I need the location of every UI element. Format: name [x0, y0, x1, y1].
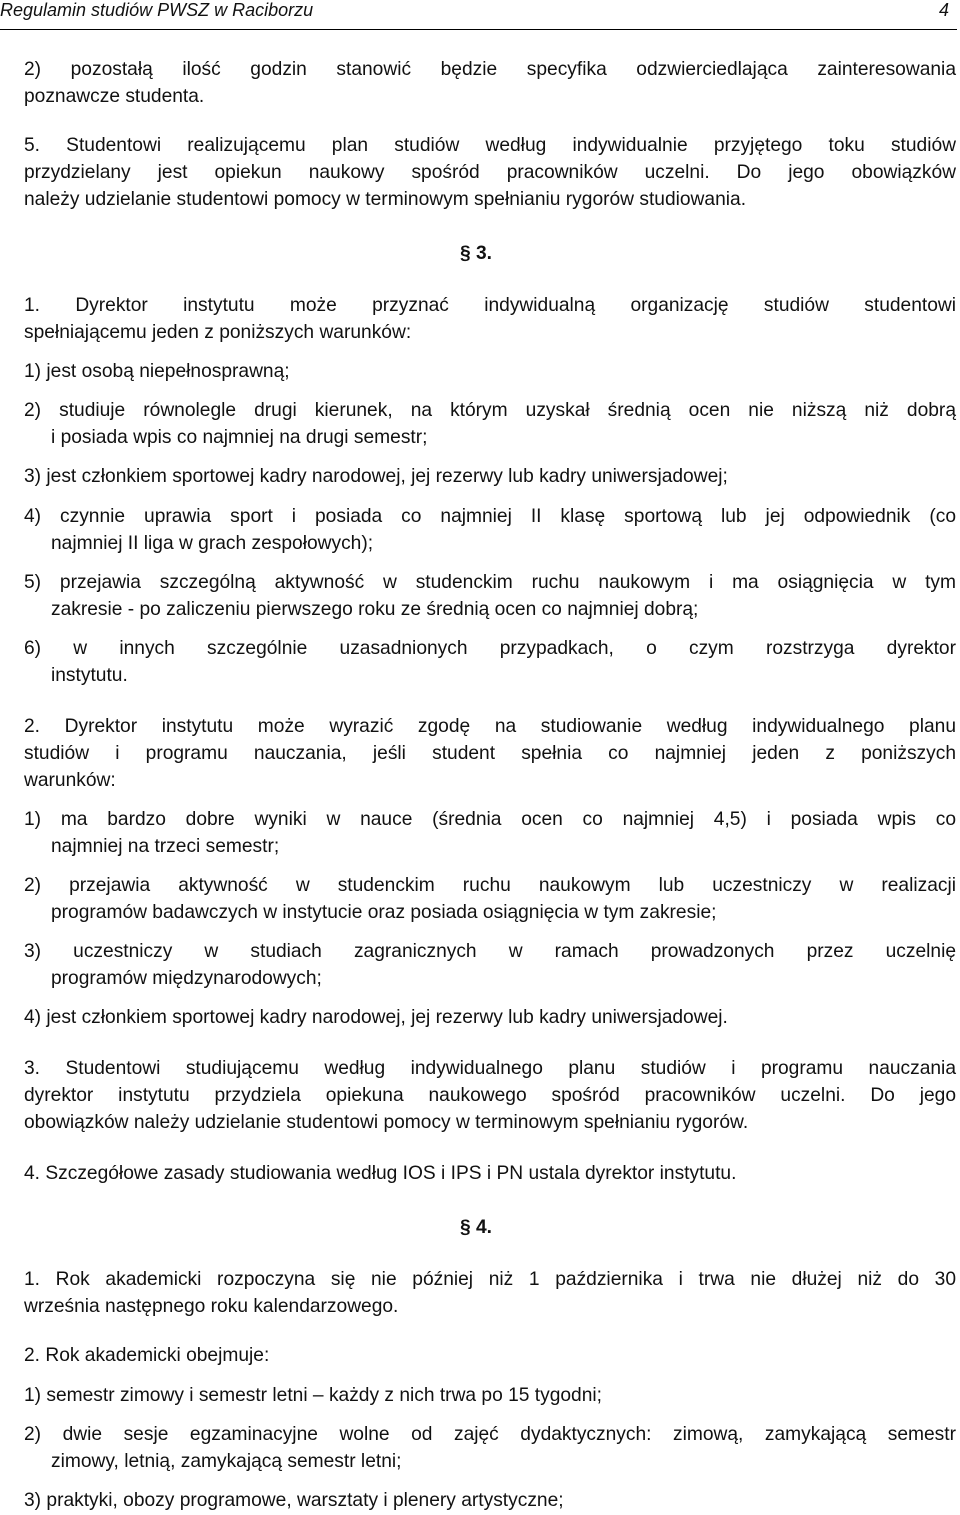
page-header — [0, 0, 957, 30]
list-item: 4) jest członkiem sportowej kadry narodowej, jej rezerwy lub kadry uniwersjadowej. — [24, 1007, 728, 1028]
paragraph-line: 2) pozostałą ilość godzin stanowić będzie specyfika odzwierciedlająca zainteresowania — [24, 59, 956, 80]
paragraph-line: 5. Studentowi realizującemu plan studiów według indywidualnie przyjętego toku studiów — [24, 135, 956, 156]
paragraph-line: warunków: — [24, 770, 116, 791]
paragraph-line: 1. Dyrektor instytutu może przyznać indywidualną organizację studiów studentowi — [24, 295, 956, 316]
header-title: Regulamin studiów PWSZ w Raciborzu — [0, 0, 314, 20]
paragraph-line: 3. Studentowi studiującemu według indywidualnego planu studiów i programu nauczania — [24, 1058, 956, 1079]
paragraph-line: dyrektor instytutu przydziela opiekuna naukowego spośród pracowników uczelni. Do jego — [24, 1085, 956, 1106]
page-number: 4 — [938, 0, 949, 20]
list-item-continuation: najmniej II liga w grach zespołowych); — [51, 533, 374, 554]
list-item: 1) semestr zimowy i semestr letni – każdy z nich trwa po 15 tygodni; — [24, 1385, 602, 1406]
list-item: 3) uczestniczy w studiach zagranicznych w ramach prowadzonych przez uczelnię — [24, 941, 956, 962]
paragraph-line: 2. Dyrektor instytutu może wyrazić zgodę na studiowanie według indywidualnego planu — [24, 716, 956, 737]
paragraph-line: obowiązków należy udzielanie studentowi pomocy w terminowym spełnianiu rygorów. — [24, 1112, 749, 1133]
list-item-continuation: zakresie - po zaliczeniu pierwszego roku ze średnią ocen co najmniej dobrą; — [51, 599, 699, 620]
list-item-continuation: najmniej na trzeci semestr; — [51, 836, 280, 857]
paragraph-line: spełniającemu jeden z poniższych warunków: — [24, 322, 412, 343]
list-item: 5) przejawia szczególną aktywność w studenckim ruchu naukowym i ma osiągnięcia w tym — [24, 572, 956, 593]
list-item: 1) jest osobą niepełnosprawną; — [24, 361, 290, 382]
paragraph-line: września następnego roku kalendarzowego. — [24, 1296, 399, 1317]
list-item: 4) czynnie uprawia sport i posiada co najmniej II klasę sportową lub jej odpowiednik (co — [24, 506, 956, 527]
paragraph-line: studiów i programu nauczania, jeśli student spełnia co najmniej jeden z poniższych — [24, 743, 956, 764]
list-item-continuation: programów badawczych w instytucie oraz posiada osiągnięcia w tym zakresie; — [51, 902, 717, 923]
section-heading-4: § 4. — [460, 1217, 493, 1238]
paragraph-line: przydzielany jest opiekun naukowy spośród pracowników uczelni. Do jego obowiązków — [24, 162, 956, 183]
list-item: 2) studiuje równolegle drugi kierunek, na którym uzyskał średnią ocen nie niższą niż dobrą — [24, 400, 956, 421]
paragraph-line: należy udzielanie studentowi pomocy w terminowym spełnianiu rygorów studiowania. — [24, 189, 747, 210]
list-item-continuation: programów międzynarodowych; — [51, 968, 322, 989]
section-heading-3: § 3. — [460, 243, 493, 264]
list-item: 2) dwie sesje egzaminacyjne wolne od zajęć dydaktycznych: zimową, zamykającą semestr — [24, 1424, 956, 1445]
list-item: 2) przejawia aktywność w studenckim ruchu naukowym lub uczestniczy w realizacji — [24, 875, 956, 896]
list-item: 3) praktyki, obozy programowe, warsztaty i plenery artystyczne; — [24, 1490, 564, 1511]
paragraph-line: 1. Rok akademicki rozpoczyna się nie później niż 1 października i trwa nie dłużej niż do 30 — [24, 1269, 956, 1290]
list-item-continuation: instytutu. — [51, 665, 128, 686]
paragraph-line: 2. Rok akademicki obejmuje: — [24, 1345, 270, 1366]
list-item: 1) ma bardzo dobre wyniki w nauce (średnia ocen co najmniej 4,5) i posiada wpis co — [24, 809, 956, 830]
paragraph-line: poznawcze studenta. — [24, 86, 205, 107]
list-item: 6) w innych szczególnie uzasadnionych przypadkach, o czym rozstrzyga dyrektor — [24, 638, 956, 659]
paragraph-line: 4. Szczegółowe zasady studiowania według IOS i IPS i PN ustala dyrektor instytutu. — [24, 1163, 737, 1184]
list-item: 3) jest członkiem sportowej kadry narodowej, jej rezerwy lub kadry uniwersjadowej; — [24, 466, 728, 487]
list-item-continuation: i posiada wpis co najmniej na drugi semestr; — [51, 427, 428, 448]
list-item-continuation: zimowy, letnią, zamykającą semestr letni; — [51, 1451, 402, 1472]
